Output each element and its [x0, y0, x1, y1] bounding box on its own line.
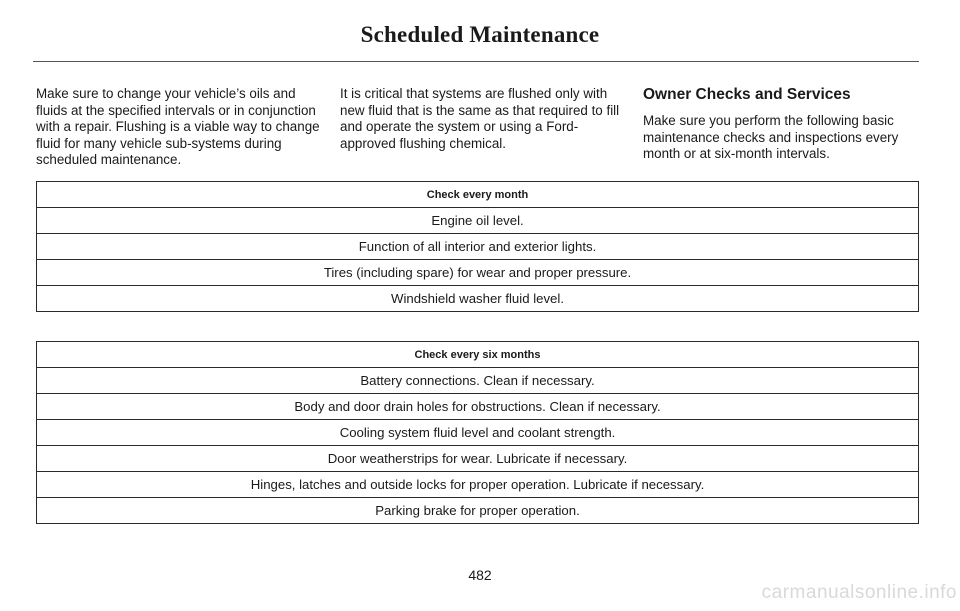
table-cell: Hinges, latches and outside locks for proper operation. Lubricate if necessary.	[37, 472, 919, 498]
intro-paragraph-1: Make sure to change your vehicle’s oils and fluids at the specified intervals or in conjunction with a repair. Flushing is a viable way to change fluid for many vehicle sub-systems during scheduled maintenance.	[36, 86, 320, 168]
page-title: Scheduled Maintenance	[360, 22, 600, 47]
table-row	[37, 208, 919, 234]
table-row	[37, 420, 919, 446]
table-row	[37, 472, 919, 498]
page-number: 482	[468, 567, 492, 583]
watermark-text: carmanualsonline.info	[761, 582, 957, 603]
table-cell: Body and door drain holes for obstructions. Clean if necessary.	[37, 394, 919, 420]
title-divider	[33, 61, 919, 62]
owner-checks-column	[643, 86, 923, 163]
monthly-checks-table	[36, 181, 919, 312]
table-cell: Function of all interior and exterior lights.	[37, 234, 919, 260]
table-cell: Battery connections. Clean if necessary.	[37, 368, 919, 394]
table-cell: Cooling system fluid level and coolant strength.	[37, 420, 919, 446]
owner-checks-paragraph: Make sure you perform the following basic maintenance checks and inspections every month or at six-month intervals.	[643, 113, 899, 162]
table-row	[37, 394, 919, 420]
table-row	[37, 234, 919, 260]
table-cell: Windshield washer fluid level.	[37, 286, 919, 312]
six-month-checks-table	[36, 341, 919, 524]
table-cell: Door weatherstrips for wear. Lubricate if necessary.	[37, 446, 919, 472]
table-cell: Tires (including spare) for wear and proper pressure.	[37, 260, 919, 286]
table-row	[37, 446, 919, 472]
intro-column-2	[340, 86, 624, 152]
intro-column-1	[36, 86, 320, 169]
table-cell: Parking brake for proper operation.	[37, 498, 919, 524]
table-row	[37, 286, 919, 312]
table-row	[37, 260, 919, 286]
table-cell: Engine oil level.	[37, 208, 919, 234]
table-header: Check every month	[37, 182, 919, 208]
intro-paragraph-2: It is critical that systems are flushed only with new fluid that is the same as that required to fill and operate the system or using a Ford-approved flushing chemical.	[340, 86, 620, 151]
table-header: Check every six months	[37, 342, 919, 368]
table-row	[37, 498, 919, 524]
section-heading: Owner Checks and Services	[643, 86, 851, 103]
table-row	[37, 368, 919, 394]
